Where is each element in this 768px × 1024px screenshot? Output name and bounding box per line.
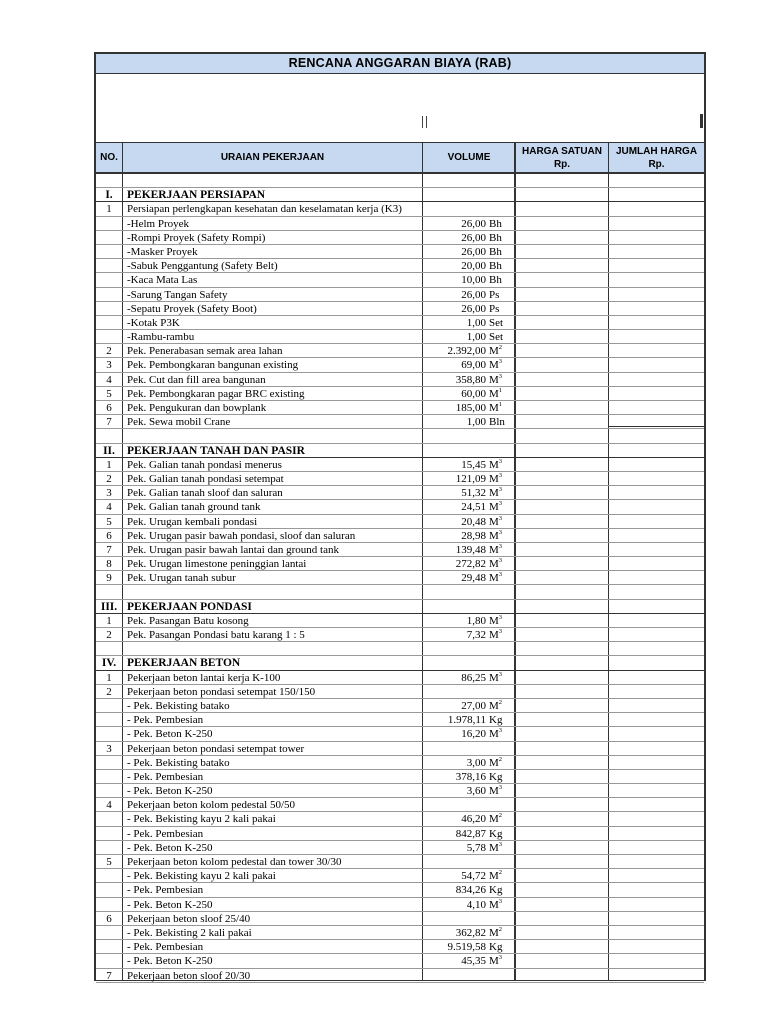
row-volume: 86,25 [461,671,486,684]
row-unit-base: M [489,955,499,968]
row-unit-base: M [489,487,499,500]
row-description: Pek. Cut dan fill area bangunan [127,373,266,386]
row-unit-exponent: 3 [498,571,503,579]
sheet-title: RENCANA ANGGARAN BIAYA (RAB) [96,54,704,74]
row-unit-base: M [489,813,499,826]
table-row [96,373,704,387]
row-unit-base: M [489,529,499,542]
row-unit [489,727,511,741]
row-volume: 28,98 [461,529,486,542]
row-description: Persiapan perlengkapan kesehatan dan keselamatan kerja (K3) [127,203,402,216]
table-row [96,415,704,429]
row-description: Pekerjaan beton sloof 20/30 [127,969,251,982]
row-unit: Set [489,316,504,329]
table-row [96,912,704,926]
row-description: Pek. Urugan tanah subur [127,572,236,585]
table-row [96,798,704,812]
row-unit: Bh [489,274,502,287]
row-volume: 4,10 [466,898,486,911]
row-description: Pek. Galian tanah pondasi setempat [127,472,284,485]
row-unit [489,373,511,387]
row-number: 7 [106,969,112,982]
section-row [96,656,704,670]
row-unit: Kg [489,714,503,727]
table-row [96,202,704,216]
row-volume: 54,72 [461,870,486,883]
row-number: 2 [106,629,112,641]
table-row [96,330,704,344]
row-unit: Ps [489,288,500,301]
row-number: 1 [106,203,112,216]
row-number: 3 [106,742,112,755]
row-description: Pekerjaan beton kolom pedestal 50/50 [127,799,296,812]
row-description: -Rompi Proyek (Safety Rompi) [127,231,266,244]
table-row [96,515,704,529]
row-unit-exponent: 2 [498,698,503,706]
row-unit-exponent: 2 [498,755,503,763]
header-harga-satuan [516,143,608,172]
row-unit-base: M [489,926,499,939]
row-number: 2 [106,345,112,358]
row-description: - Pek. Beton K-250 [127,898,213,911]
row-unit: Bh [489,260,502,273]
table-row [96,855,704,869]
row-unit: Ps [489,302,500,315]
row-volume: 1,00 [466,331,486,344]
table-header [96,143,704,174]
row-number: IV. [101,657,117,670]
row-volume: 378,16 [455,770,486,783]
row-description: Pek. Galian tanah sloof dan saluran [127,487,283,500]
row-unit [489,387,511,401]
row-volume: 3,60 [466,785,486,798]
row-number: 4 [106,799,112,812]
row-volume: 1,80 [466,614,486,627]
table-row [96,827,704,841]
row-description: Pek. Penerabasan semak area lahan [127,345,283,358]
row-volume: 1,00 [466,316,486,329]
row-unit [489,458,511,472]
table-row [96,302,704,316]
row-description: Pek. Urugan limestone peninggian lantai [127,558,307,571]
header-uraian: URAIAN PEKERJAAN [220,152,325,163]
row-description: PEKERJAAN PONDASI [127,600,252,613]
row-unit-base: M [489,572,499,585]
table-row [96,543,704,557]
row-unit: Kg [489,827,503,840]
row-unit: Kg [489,884,503,897]
table-row [96,756,704,770]
row-unit-base: M [489,558,499,571]
row-unit-exponent: 3 [498,372,503,380]
row-unit-exponent: 2 [498,925,503,933]
table-row [96,500,704,514]
row-unit [489,529,511,543]
row-description: - Pek. Pembesian [127,770,204,783]
row-volume: 51,32 [461,487,486,500]
table-row [96,486,704,500]
row-unit-base: M [489,728,499,741]
row-number: 6 [106,402,112,414]
row-unit [489,500,511,514]
table-row [96,557,704,571]
row-volume: 26,00 [461,302,486,315]
row-volume: 26,00 [461,217,486,230]
row-unit-exponent: 3 [498,500,503,508]
row-number: 2 [106,685,112,698]
row-unit-base: M [489,373,499,386]
row-number: 4 [106,501,112,514]
row-unit-base: M [489,870,499,883]
table-row [96,429,704,443]
section-row [96,444,704,458]
row-volume: 3,00 [466,756,486,769]
table-row [96,869,704,883]
row-unit [489,671,511,685]
header-harga-satuan-unit: Rp. [553,159,571,170]
row-unit [489,401,511,415]
row-description: PEKERJAAN BETON [127,657,241,670]
row-unit [489,898,511,912]
row-unit-base: M [489,756,499,769]
row-unit-exponent: 3 [498,670,503,678]
row-unit [489,784,511,798]
row-volume: 45,35 [461,955,486,968]
row-volume: 10,00 [461,274,486,287]
row-volume: 9.519,58 [447,941,486,954]
table-row [96,671,704,685]
row-description: -Sepatu Proyek (Safety Boot) [127,302,257,315]
row-description: - Pek. Bekisting kayu 2 kali pakai [127,813,276,826]
row-unit: Bh [489,245,502,258]
row-description: Pekerjaan beton pondasi setempat tower [127,742,305,755]
table-row [96,628,704,642]
header-no: NO. [100,152,118,163]
row-volume: 842,87 [455,827,486,840]
table-row [96,585,704,599]
row-description: Pekerjaan beton sloof 25/40 [127,912,251,925]
header-jumlah-harga-label: JUMLAH HARGA [615,146,698,157]
row-unit-exponent: 3 [498,613,503,621]
row-unit-exponent: 3 [498,727,503,735]
row-unit-base: M [489,359,499,372]
table-row [96,288,704,302]
row-unit [489,628,511,642]
row-volume: 46,20 [461,813,486,826]
table-row [96,217,704,231]
row-number: 6 [106,912,112,925]
row-volume: 27,00 [461,699,486,712]
row-volume: 20,48 [461,515,486,528]
row-number: 1 [106,614,112,627]
row-number: 5 [106,856,112,868]
row-unit-base: M [489,501,499,514]
row-unit-base: M [489,543,499,556]
section-row [96,188,704,202]
row-unit [489,515,511,529]
row-description: Pek. Sewa mobil Crane [127,416,231,429]
row-description: Pek. Galian tanah ground tank [127,501,261,514]
row-unit-base: M [489,458,499,471]
table-row [96,571,704,585]
row-description: -Kaca Mata Las [127,274,198,287]
row-unit-exponent: 3 [498,528,503,536]
row-description: - Pek. Pembesian [127,941,204,954]
row-unit-exponent: 3 [498,471,503,479]
table-row [96,940,704,954]
row-description: - Pek. Pembesian [127,884,204,897]
row-unit-exponent: 2 [498,344,503,352]
table-row [96,699,704,713]
row-number: 1 [106,671,112,684]
row-unit [489,926,511,940]
row-unit-base: M [489,402,499,414]
row-number: 3 [106,359,112,372]
row-volume: 16,20 [461,728,486,741]
row-unit-exponent: 3 [498,457,503,465]
text-cursor-icon [422,116,427,128]
row-volume: 20,00 [461,260,486,273]
row-number: 7 [106,416,112,429]
table-row [96,784,704,798]
row-description: -Sabuk Penggantung (Safety Belt) [127,260,278,273]
header-volume: VOLUME [447,152,491,163]
row-unit-exponent: 3 [498,557,503,565]
table-row [96,954,704,968]
border-mark [700,114,703,128]
table-row [96,812,704,826]
table-row [96,472,704,486]
row-volume: 29,48 [461,572,486,585]
row-unit: Bh [489,231,502,244]
row-unit-exponent: 2 [498,869,503,877]
row-unit: Bh [489,217,502,230]
row-description: - Pek. Bekisting 2 kali pakai [127,926,252,939]
row-description: -Sarung Tangan Safety [127,288,228,301]
header-jumlah-harga [609,143,704,172]
row-unit-exponent: 2 [498,812,503,820]
row-volume: 1,00 [466,416,486,429]
row-description: - Pek. Bekisting kayu 2 kali pakai [127,870,276,883]
row-volume: 60,00 [461,387,486,400]
row-unit [489,358,511,372]
row-description: Pek. Pembongkaran bangunan existing [127,359,299,372]
row-description: -Helm Proyek [127,217,190,230]
row-unit-exponent: 3 [498,784,503,792]
row-volume: 139,48 [455,543,486,556]
row-unit-base: M [489,472,499,485]
row-number: 4 [106,373,112,386]
row-unit [489,869,511,883]
row-number: 9 [106,572,112,585]
row-unit-base: M [489,785,499,798]
row-volume: 5,78 [466,841,486,854]
row-description: Pek. Urugan pasir bawah pondasi, sloof dan saluran [127,529,356,542]
row-number: III. [100,600,118,613]
row-unit-base: M [489,345,499,358]
table-row [96,174,704,188]
row-unit-base: M [489,841,499,854]
row-number: 5 [106,515,112,528]
table-row [96,841,704,855]
row-description: Pek. Urugan pasir bawah lantai dan ground tank [127,543,339,556]
table-row [96,458,704,472]
row-volume: 7,32 [466,629,486,641]
table-body [96,174,704,983]
row-unit-base: M [489,898,499,911]
row-unit [489,557,511,571]
table-row [96,259,704,273]
row-description: -Kotak P3K [127,316,180,329]
row-unit [489,699,511,713]
table-row [96,727,704,741]
row-unit-exponent: 3 [498,954,503,962]
table-row [96,387,704,401]
row-unit-exponent: 1 [498,386,503,394]
table-row [96,713,704,727]
row-volume: 834,26 [455,884,486,897]
row-description: Pek. Urugan kembali pondasi [127,515,258,528]
row-description: Pekerjaan beton pondasi setempat 150/150 [127,685,316,698]
section-row [96,600,704,614]
row-number: II. [103,444,115,457]
row-description: Pek. Galian tanah pondasi menerus [127,458,282,471]
row-volume: 1.978,11 [447,714,486,727]
row-unit-exponent: 3 [498,628,503,635]
row-description: -Masker Proyek [127,245,198,258]
row-unit [489,344,511,358]
row-volume: 26,00 [461,231,486,244]
row-unit [489,486,511,500]
row-description: Pekerjaan beton kolom pedestal dan tower 30/30 [127,856,342,868]
row-unit [489,543,511,557]
row-unit [489,472,511,486]
table-row [96,898,704,912]
header-harga-satuan-label: HARGA SATUAN [522,146,602,157]
row-unit-base: M [489,699,499,712]
row-description: - Pek. Pembesian [127,827,204,840]
row-description: - Pek. Beton K-250 [127,841,213,854]
row-description: PEKERJAAN PERSIAPAN [127,189,266,202]
row-description: - Pek. Beton K-250 [127,728,213,741]
table-row [96,883,704,897]
table-row [96,245,704,259]
row-number: 2 [106,472,112,485]
row-description: - Pek. Beton K-250 [127,785,213,798]
row-unit-base: M [489,671,499,684]
table-row [96,231,704,245]
row-description: Pek. Pengukuran dan bowplank [127,402,267,414]
row-volume: 24,51 [461,501,486,514]
row-unit-exponent: 3 [498,897,503,905]
row-unit-base: M [489,515,499,528]
row-description: Pek. Pasangan Batu kosong [127,614,249,627]
table-row [96,742,704,756]
blank-header-area [96,74,704,144]
table-row [96,969,704,983]
row-unit: Set [489,331,504,344]
row-volume: 362,82 [455,926,486,939]
header-jumlah-harga-unit: Rp. [648,159,665,170]
table-row [96,344,704,358]
row-description: - Pek. Bekisting batako [127,699,230,712]
table-row [96,401,704,415]
table-row [96,770,704,784]
row-number: 7 [106,543,112,556]
row-unit [489,954,511,968]
row-volume: 185,00 [455,402,486,414]
row-unit: Bln [489,416,505,429]
table-row [96,529,704,543]
row-unit: Kg [489,770,503,783]
row-unit [489,571,511,585]
row-unit [489,614,511,628]
row-description: -Rambu-rambu [127,331,195,344]
row-number: 5 [106,387,112,400]
table-row [96,926,704,940]
table-row [96,685,704,699]
table-row [96,614,704,628]
row-volume: 358,80 [455,373,486,386]
row-unit [489,841,511,855]
row-unit-exponent: 1 [498,401,503,408]
row-number: 8 [106,558,112,571]
row-unit-exponent: 3 [498,840,503,848]
row-unit-exponent: 3 [498,358,503,366]
row-unit-exponent: 3 [498,542,503,550]
row-unit [489,756,511,770]
rab-sheet [94,52,706,981]
table-row [96,642,704,656]
row-volume: 15,45 [461,458,486,471]
row-number: 1 [106,458,112,471]
row-description: - Pek. Beton K-250 [127,955,213,968]
row-volume: 272,82 [455,558,486,571]
row-volume: 2.392,00 [447,345,486,358]
row-unit-base: M [489,387,499,400]
row-unit-base: M [489,629,499,641]
row-description: - Pek. Bekisting batako [127,756,230,769]
row-gridline [96,982,704,983]
row-description: Pekerjaan beton lantai kerja K-100 [127,671,281,684]
row-description: - Pek. Pembesian [127,714,204,727]
table-row [96,358,704,372]
row-unit-exponent: 3 [498,486,503,494]
row-volume: 26,00 [461,245,486,258]
row-number: I. [105,189,113,202]
row-unit-base: M [489,614,499,627]
row-volume: 121,09 [455,472,486,485]
row-description: Pek. Pembongkaran pagar BRC existing [127,387,305,400]
row-unit-exponent: 3 [498,514,503,522]
table-row [96,273,704,287]
row-description: PEKERJAAN TANAH DAN PASIR [127,444,305,457]
row-unit [489,812,511,826]
row-volume: 69,00 [461,359,486,372]
row-description: Pek. Pasangan Pondasi batu karang 1 : 5 [127,629,305,641]
row-number: 3 [106,487,112,500]
row-volume: 26,00 [461,288,486,301]
table-row [96,316,704,330]
row-unit: Kg [489,941,503,954]
row-number: 6 [106,529,112,542]
